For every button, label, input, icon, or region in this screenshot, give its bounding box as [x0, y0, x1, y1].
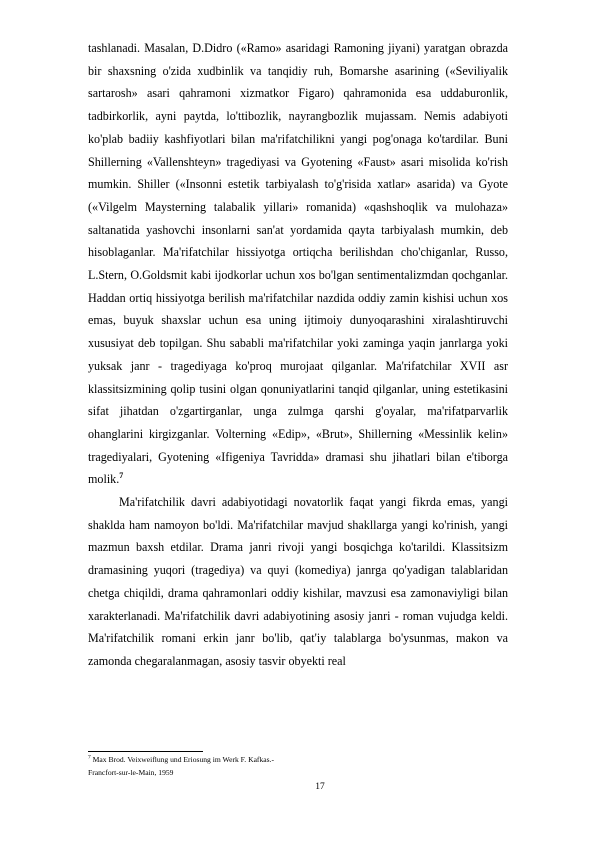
body-paragraph: [88, 491, 508, 673]
footnote-text: Max Brod. Veixweiflung und Eriosung im Werk F. Kafkas.-: [92, 755, 275, 764]
footnote-separator: [88, 751, 203, 752]
paragraph-text: Ma'rifatchilik davri adabiyotidagi novatorlik faqat yangi fikrda emas, yangi shaklda ham namoyon bo'ldi. Ma'rifatchilar mavjud shakllarga yangi ko'rinish, yangi mazmun baxsh etdilar. Drama janri rivoji yangi bosqichga ko'tarildi. Klassitsizm dramasining yuqori (tragediya) va quyi (komediya) janrga qo'yadigan talablaridan chetga chiqildi, drama qahramonlari oddiy kishilar, mavzusi esa zamonaviyligi bilan xarakterlanadi. Ma'rifatchilik davri adabiyotining asosiy janri - roman vujudga keldi. Ma'rifatchilik romani erkin janr bo'lib, qat'iy talablarga bo'ysunmas, makon va zamonda chegaralanmagan, asosiy tasvir obyekti real: [88, 495, 508, 668]
paragraph-text: tashlanadi. Masalan, D.Didro («Ramo» asaridagi Ramoning jiyani) yaratgan obrazda bir shaxsning o'zida xudbinlik va tanqidiy ruh, Bomarshe asarining («Seviliyalik sartarosh» asari qahramoni xizmatkor Figaro) qahramonida esa uddaburonlik, tadbirkorlik, ayni paytda, lo'ttibozlik, nayrangbozlik mujassam. Nemis adabiyoti ko'plab badiiy kashfiyotlari bilan ma'rifatchilikni yangi pog'onaga ko'tardilar. Buni Shillerning «Vallenshteyn» tragediyasi va Gyotening «Faust» asari misolida ko'rish mumkin. Shiller («Insonni estetik tarbiyalash to'g'risida xatlar» asarida) va Gyote («Vilgelm Maysterning talabalik yillari» romanida) «qashshoqlik va mulohaza» saltanatida yashovchi insonlarni san'at yordamida qayta tarbiyalash mumkin, deb hisoblaganlar. Ma'rifatchilar hissiyotga ortiqcha berilishdan cho'chiganlar, Russo, L.Stern, O.Goldsmit kabi ijodkorlar uchun xos bo'lgan sentimentalizmdan qochganlar. Haddan ortiq hissiyotga berilish ma'rifatchilar nazdida oddiy zamin kishisi uchun xos emas, buyuk shaxslar uchun esa uning ijtimoiy dunyoqarashini xiralashtiruvchi xususiyat deb topilgan. Shu sababli ma'rifatchilar yoki zaminga yaqin janrlarga yoki yuksak janr - tragediyaga ko'proq murojaat qilganlar. Ma'rifatchilar XVII asr klassitsizmining qolip tusini olgan qonuniyatlarini tanqid qilganlar, uning estetikasini sifat jihatdan o'zgartirganlar, unga zulmga qarshi g'oyalar, ma'rifatparvarlik ohanglarini kirgizganlar. Volterning «Edip», «Brut», Shillerning «Messinlik kelin» tragediyalari, Gyotening «Ifigeniya Tavridda» dramasi shu jihatlari bilan e'tiborga molik.: [88, 41, 508, 487]
footnote-reference[interactable]: 7: [119, 471, 124, 481]
document-body: [88, 37, 508, 673]
footnote-marker: 7: [88, 754, 91, 761]
body-paragraph: [88, 37, 508, 491]
footnote: [88, 753, 508, 779]
page-number: 17: [315, 782, 325, 792]
footnote-line: [88, 753, 508, 766]
footnote-line: Francfort-sur-le-Main, 1959: [88, 768, 174, 777]
